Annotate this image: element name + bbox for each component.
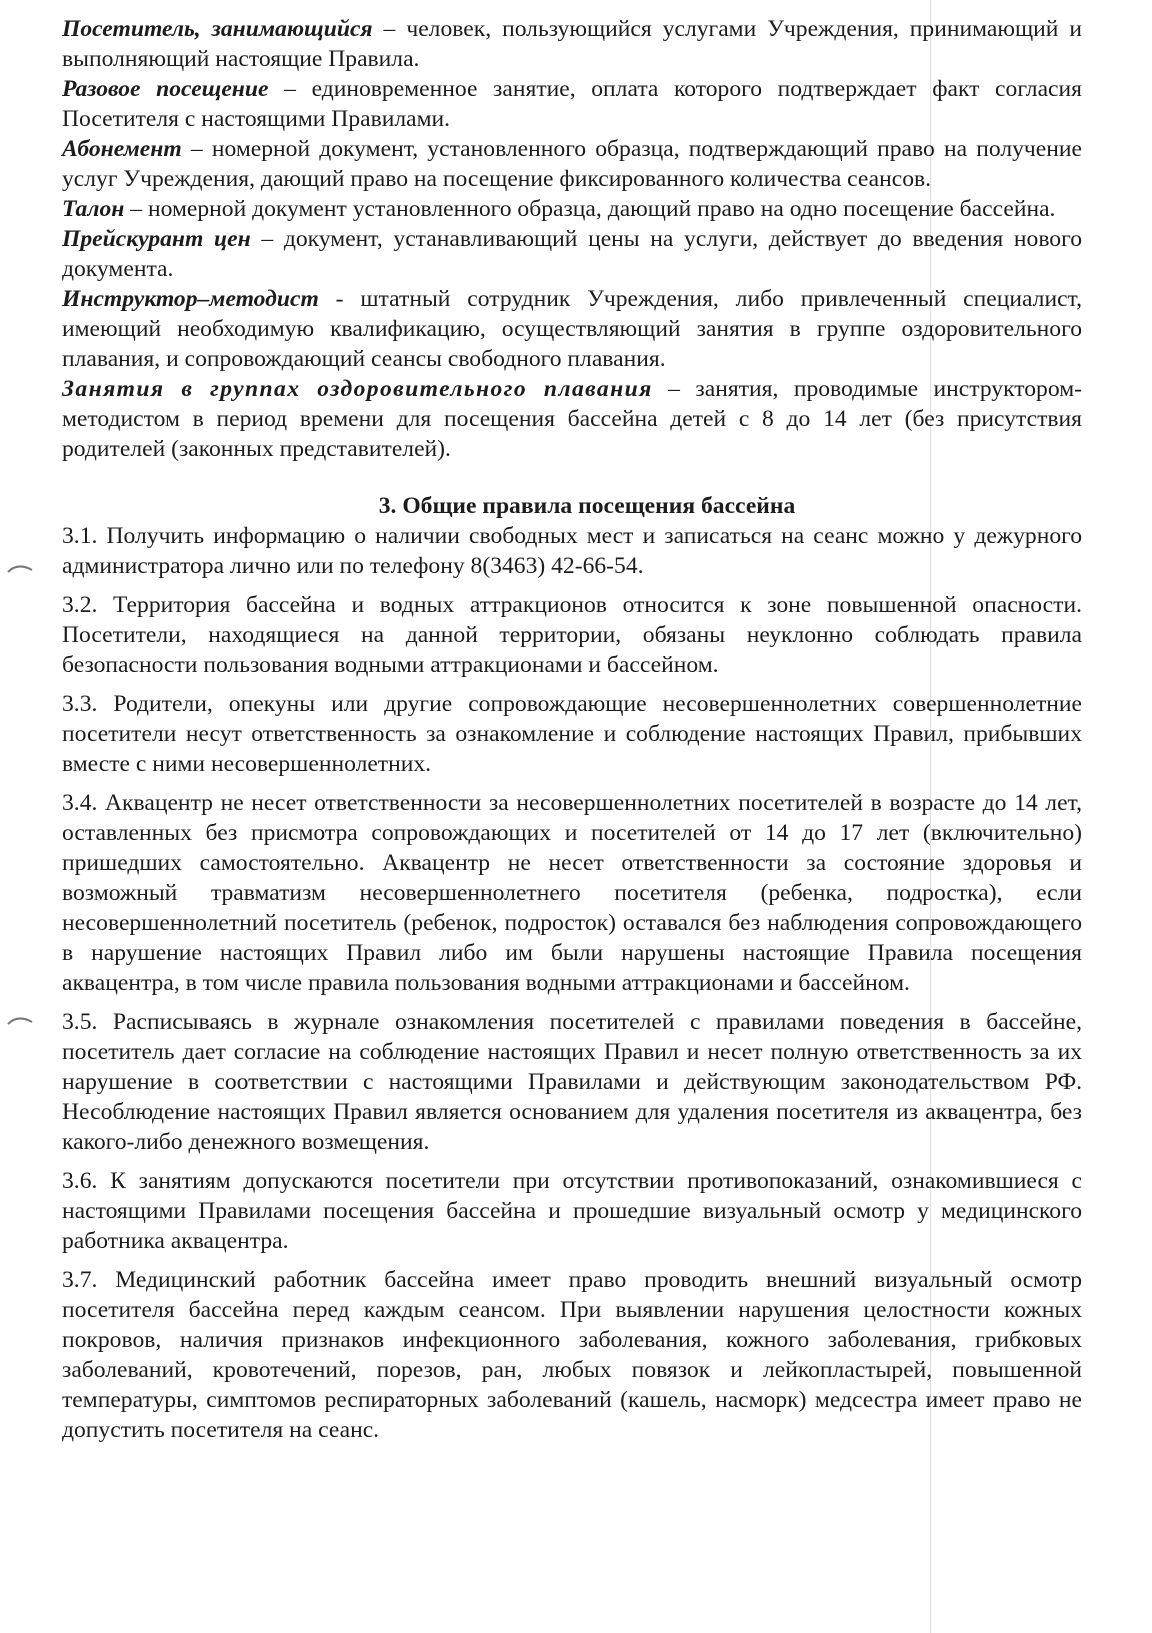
- definition-item: [62, 134, 1082, 194]
- definition-separator: –: [250, 226, 284, 252]
- margin-mark: [6, 1012, 36, 1028]
- definition-separator: –: [652, 376, 696, 402]
- definition-term: Занятия в группах оздоровительного плавания: [62, 376, 653, 402]
- definition-item: [62, 224, 1082, 284]
- clause-item: 3.7. Медицинский работник бассейна имеет право проводить внешний визуальный осмотр посетителя бассейна перед каждым сеансом. При выявлении нарушения целостности кожных покровов, наличия признаков инфекционного заболевания, кожного заболевания, грибковых заболеваний, кровотечений, порезов, ран, любых повязок и лейкопластырей, повышенной температуры, симптомов респираторных заболеваний (кашель, насморк) медсестра имеет право не допустить посетителя на сеанс.: [62, 1267, 1082, 1443]
- definition-text: единовременное занятие, оплата которого подтверждает факт согласия Посетителя с настоящими Правилами.: [62, 76, 1082, 132]
- section-heading: 3. Общие правила посещения бассейна: [378, 493, 796, 519]
- definition-item: [62, 374, 1082, 464]
- clauses-list: [62, 521, 1082, 1445]
- definition-separator: –: [181, 136, 212, 162]
- definition-text: номерной документ установленного образца, дающий право на одно посещение бассейна.: [147, 196, 1056, 222]
- definition-text: документ, устанавливающий цены на услуги, действует до введения нового документа.: [62, 226, 1082, 282]
- clause-item: 3.3. Родители, опекуны или другие сопровождающие несовершеннолетних совершеннолетние посетители несут ответственность за ознакомление и соблюдение настоящих Правил, прибывших вместе с ними несовершеннолетних.: [62, 691, 1082, 777]
- definition-term: Разовое посещение: [62, 76, 269, 102]
- definitions-list: [62, 14, 1082, 464]
- definition-term: Абонемент: [62, 136, 182, 162]
- definition-text: человек, пользующийся услугами Учреждения, принимающий и выполняющий настоящие Правила.: [62, 16, 1083, 72]
- definition-item: [62, 14, 1082, 74]
- definition-text: штатный сотрудник Учреждения, либо привлеченный специалист, имеющий необходимую квалификацию, осуществляющий занятия в группе оздоровительного плавания, и сопровождающий сеансы свободного плавания.: [62, 286, 1082, 372]
- document-page: [62, 14, 1082, 1454]
- definition-term: Талон: [62, 196, 125, 222]
- clause-item: 3.4. Аквацентр не несет ответственности за несовершеннолетних посетителей в возрасте до 14 лет, оставленных без присмотра сопровождающих и посетителей от 14 до 17 лет (включительно) пришедших самостоятельно. Аквацентр не несет ответственности за состояние здоровья и возможный травматизм несовершеннолетнего посетителя (ребенка, подростка), если несовершеннолетний посетитель (ребенок, подросток) оставался без наблюдения сопровождающего в нарушение настоящих Правил либо им были нарушены настоящие Правила посещения аквацентра, в том числе правила пользования водными аттракционами и бассейном.: [62, 790, 1082, 996]
- definition-item: [62, 284, 1082, 374]
- clause-item: 3.1. Получить информацию о наличии свободных мест и записаться на сеанс можно у дежурного администратора лично или по телефону 8(3463) 42-66-54.: [62, 523, 1082, 579]
- definition-separator: –: [268, 76, 312, 102]
- definition-term: Инструктор–методист: [62, 286, 319, 312]
- definition-term: Посетитель, занимающийся: [62, 16, 373, 42]
- margin-mark: [6, 560, 36, 576]
- definition-term: Прейскурант цен: [62, 226, 251, 252]
- clause-item: 3.6. К занятиям допускаются посетители при отсутствии противопоказаний, ознакомившиеся с настоящими Правилами посещения бассейна и прошедшие визуальный осмотр у медицинского работника аквацентра.: [62, 1168, 1082, 1254]
- definition-text: номерной документ, установленного образца, подтверждающий право на получение услуг Учреждения, дающий право на посещение фиксированного количества сеансов.: [62, 136, 1082, 192]
- definition-separator: -: [318, 286, 361, 312]
- definition-separator: –: [372, 16, 407, 42]
- definition-separator: –: [124, 196, 148, 222]
- clause-item: 3.5. Расписываясь в журнале ознакомления посетителей с правилами поведения в бассейне, посетитель дает согласие на соблюдение настоящих Правил и несет полную ответственность за их нарушение в соответствии с настоящими Правилами и действующим законодательством РФ. Несоблюдение настоящих Правил является основанием для удаления посетителя из аквацентра, без какого-либо денежного возмещения.: [62, 1009, 1082, 1155]
- definition-item: [62, 194, 1082, 224]
- definition-item: [62, 74, 1082, 134]
- clause-item: 3.2. Территория бассейна и водных аттракционов относится к зоне повышенной опасности. Посетители, находящиеся на данной территории, обязаны неуклонно соблюдать правила безопасности пользования водными аттракционами и бассейном.: [62, 592, 1082, 678]
- definition-text: занятия, проводимые инструктором-методистом в период времени для посещения бассейна детей с 8 до 14 лет (без присутствия родителей (законных представителей).: [62, 376, 1082, 462]
